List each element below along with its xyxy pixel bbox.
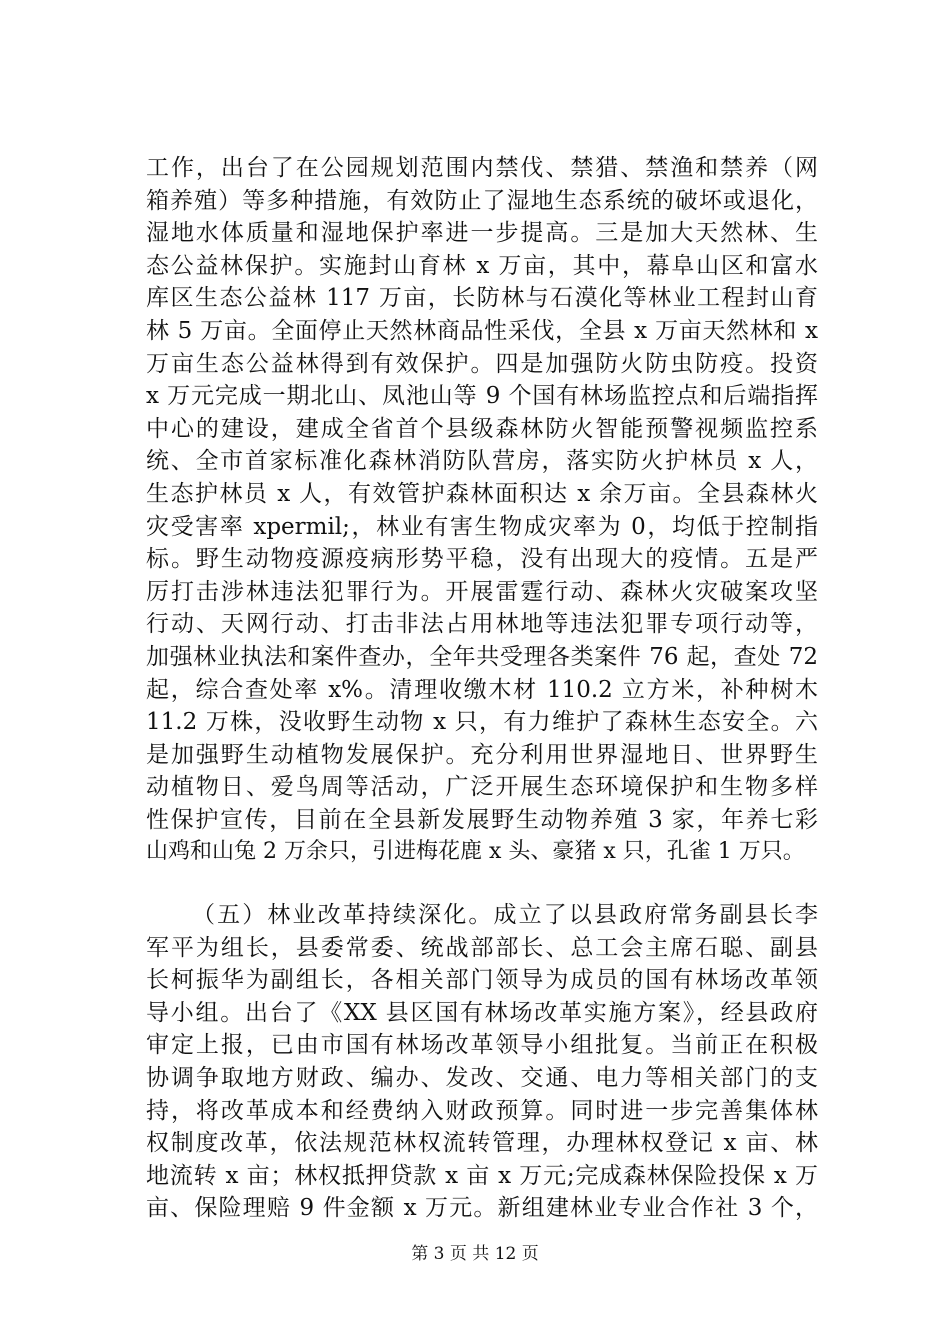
paragraph-line: （五）林业改革持续深化。成立了以县政府常务副县长李 <box>192 902 818 929</box>
paragraph-2 <box>146 899 818 1225</box>
paragraph-spacer <box>146 869 818 899</box>
paragraph-line: 权制度改革，依法规范林权流转管理，办理林权登记 x 亩、林 <box>146 1130 818 1157</box>
paragraph-1 <box>146 152 818 869</box>
paragraph-line: 万亩生态公益林得到有效保护。四是加强防火防虫防疫。投资 <box>146 350 818 377</box>
paragraph-line: 加强林业执法和案件查办，全年共受理各类案件 76 起，查处 72 <box>146 643 818 670</box>
paragraph-line: 导小组。出台了《XX 县区国有林场改革实施方案》，经县政府 <box>146 999 818 1026</box>
document-body <box>146 152 818 1225</box>
paragraph-line: 箱养殖）等多种措施，有效防止了湿地生态系统的破坏或退化， <box>146 187 818 214</box>
paragraph-line: 军平为组长，县委常委、统战部部长、总工会主席石聪、副县 <box>146 934 818 961</box>
paragraph-line: 灾受害率 xpermil;，林业有害生物成灾率为 0，均低于控制指 <box>146 513 818 540</box>
page-footer: 第 3 页 共 12 页 <box>411 1244 539 1264</box>
paragraph-line: 地流转 x 亩；林权抵押贷款 x 亩 x 万元;完成森林保险投保 x 万 <box>146 1162 818 1189</box>
paragraph-line: 长柯振华为副组长，各相关部门领导为成员的国有林场改革领 <box>146 967 818 994</box>
paragraph-line: 统、全市首家标准化森林消防队营房，落实防火护林员 x 人， <box>146 448 818 475</box>
paragraph-line: 湿地水体质量和湿地保护率进一步提高。三是加大天然林、生 <box>146 220 818 247</box>
paragraph-line: 协调争取地方财政、编办、发改、交通、电力等相关部门的支 <box>146 1065 818 1092</box>
paragraph-line: 动植物日、爱鸟周等活动，广泛开展生态环境保护和生物多样 <box>146 774 818 801</box>
paragraph-line: 生态护林员 x 人，有效管护森林面积达 x 余万亩。全县森林火 <box>146 480 818 507</box>
paragraph-line: x 万元完成一期北山、凤池山等 9 个国有林场监控点和后端指挥 <box>146 383 818 410</box>
paragraph-line: 行动、天网行动、打击非法占用林地等违法犯罪专项行动等， <box>146 611 818 638</box>
paragraph-line: 持，将改革成本和经费纳入财政预算。同时进一步完善集体林 <box>146 1097 818 1124</box>
paragraph-line: 林 5 万亩。全面停止天然林商品性采伐，全县 x 万亩天然林和 x <box>146 317 818 344</box>
paragraph-line: 厉打击涉林违法犯罪行为。开展雷霆行动、森林火灾破案攻坚 <box>146 578 818 605</box>
paragraph-line: 性保护宣传，目前在全县新发展野生动物养殖 3 家，年养七彩 <box>146 806 818 833</box>
paragraph-line: 中心的建设，建成全省首个县级森林防火智能预警视频监控系 <box>146 415 818 442</box>
paragraph-line: 标。野生动物疫源疫病形势平稳，没有出现大的疫情。五是严 <box>146 546 818 573</box>
paragraph-line: 工作，出台了在公园规划范围内禁伐、禁猎、禁渔和禁养（网 <box>146 155 818 181</box>
paragraph-line: 11.2 万株，没收野生动物 x 只，有力维护了森林生态安全。六 <box>146 709 818 736</box>
paragraph-line: 亩、保险理赔 9 件金额 x 万元。新组建林业专业合作社 3 个， <box>146 1195 818 1222</box>
paragraph-line: 态公益林保护。实施封山育林 x 万亩，其中，幕阜山区和富水 <box>146 252 818 279</box>
paragraph-line: 审定上报，已由市国有林场改革领导小组批复。当前正在积极 <box>146 1032 818 1059</box>
paragraph-line: 是加强野生动植物发展保护。充分利用世界湿地日、世界野生 <box>146 741 818 768</box>
paragraph-line: 起，综合查处率 x%。清理收缴木材 110.2 立方米，补种树木 <box>146 676 818 703</box>
paragraph-line: 库区生态公益林 117 万亩，长防林与石漠化等林业工程封山育 <box>146 285 818 312</box>
paragraph-line: 山鸡和山兔 2 万余只，引进梅花鹿 x 头、豪猪 x 只，孔雀 1 万只。 <box>146 839 805 865</box>
